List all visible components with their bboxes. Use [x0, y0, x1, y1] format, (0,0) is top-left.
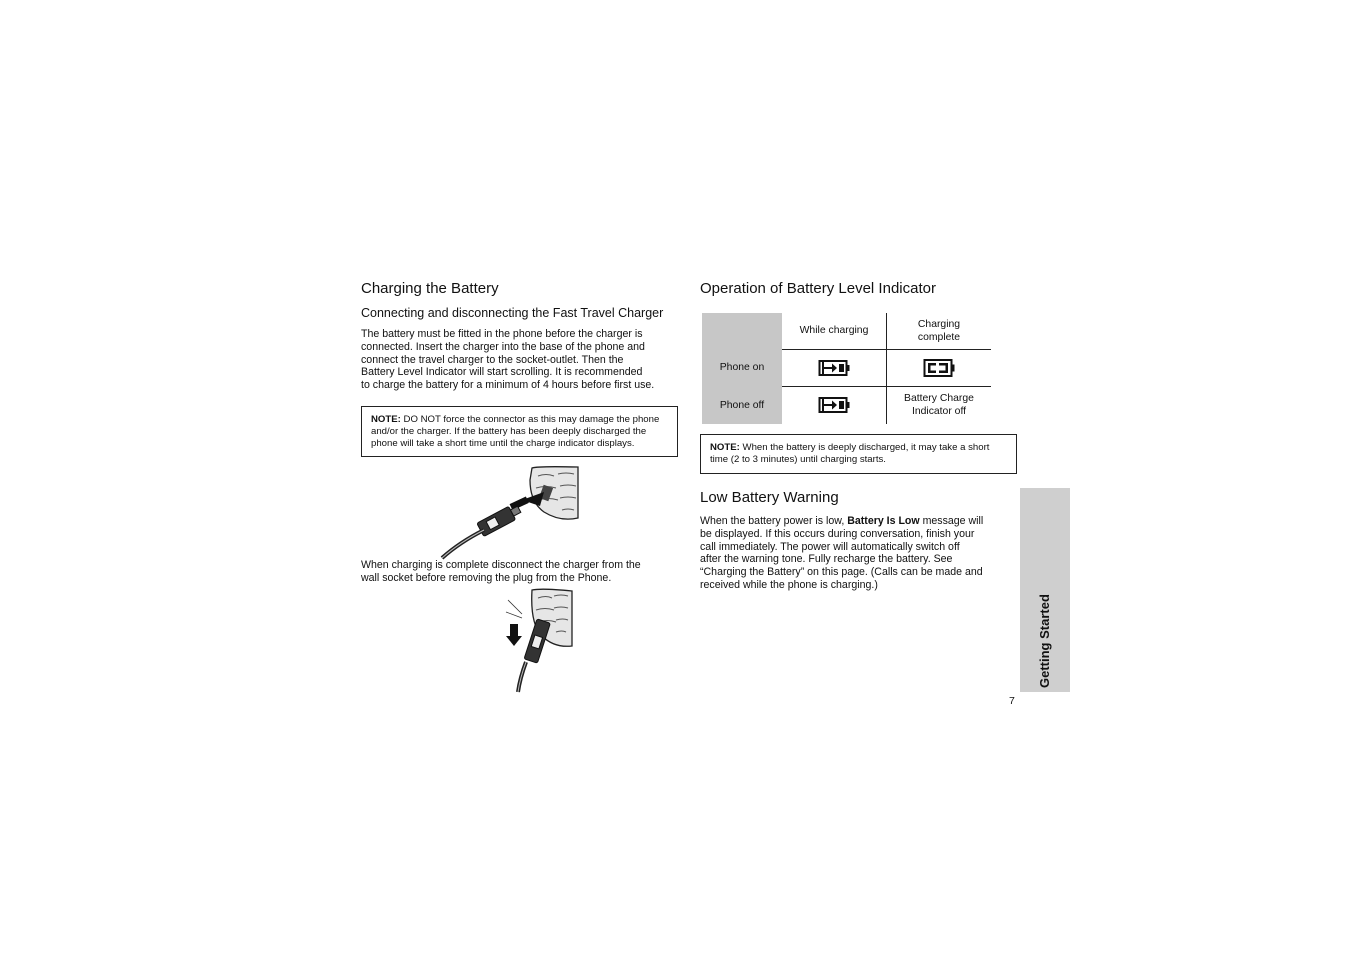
note-label: NOTE:	[371, 414, 401, 425]
cell-phone-on-charging	[782, 349, 887, 386]
battery-full-icon	[923, 358, 955, 378]
cell-line: Battery Charge	[904, 393, 974, 405]
note-text: phone will take a short time until the charge indicator displays.	[371, 438, 635, 449]
charging-instructions-paragraph	[361, 328, 671, 392]
column-header-charging-complete	[887, 313, 992, 349]
battery-charging-icon	[818, 396, 850, 414]
cell-phone-on-complete	[887, 349, 992, 386]
paragraph-line: Battery Level Indicator will start scrolling. It is recommended	[361, 366, 643, 379]
note-box-connector	[361, 406, 678, 457]
illustration-connect-charger	[440, 466, 582, 560]
paragraph-text: When the battery power is low,	[700, 515, 848, 527]
low-battery-paragraph	[700, 515, 1005, 592]
paragraph-line: wall socket before removing the plug from the Phone.	[361, 571, 612, 584]
cell-phone-off-complete	[887, 386, 992, 424]
paragraph-line: connect the travel charger to the socket-outlet. Then the	[361, 353, 624, 366]
row-label-phone-on: Phone on	[702, 349, 782, 386]
paragraph-line	[700, 515, 1005, 528]
battery-charging-icon	[818, 359, 850, 377]
paragraph-line: When charging is complete disconnect the charger from the	[361, 559, 641, 571]
section-title-battery-indicator: Operation of Battery Level Indicator	[700, 280, 936, 297]
page-number: 7	[1009, 695, 1015, 707]
note-text: DO NOT force the connector as this may damage the phone	[400, 414, 660, 425]
note-text: When the battery is deeply discharged, it may take a short	[739, 442, 990, 453]
illustration-disconnect-charger	[502, 588, 574, 694]
header-line: complete	[917, 331, 961, 343]
paragraph-line: call immediately. The power will automatically switch off	[700, 540, 960, 553]
paragraph-line: received while the phone is charging.)	[700, 578, 878, 591]
paragraph-line: “Charging the Battery” on this page. (Calls can be made and	[700, 566, 983, 579]
paragraph-text: message will	[919, 515, 984, 527]
note-box-deep-discharge	[700, 434, 1017, 474]
note-text: time (2 to 3 minutes) until charging starts.	[710, 454, 886, 465]
side-tab-label: Getting Started	[1037, 594, 1052, 688]
paragraph-line: connected. Insert the charger into the base of the phone and	[361, 340, 645, 353]
disconnect-instructions-paragraph	[361, 559, 671, 585]
header-line: Charging	[917, 318, 961, 330]
battery-indicator-table	[702, 313, 991, 424]
subsection-title-fast-charger: Connecting and disconnecting the Fast Travel Charger	[361, 306, 664, 320]
note-text: and/or the charger. If the battery has been deeply discharged the	[371, 426, 647, 437]
note-label: NOTE:	[710, 442, 740, 453]
paragraph-line: to charge the battery for a minimum of 4 hours before first use.	[361, 379, 655, 392]
cell-phone-off-charging	[782, 386, 887, 424]
table-corner-cell	[702, 313, 782, 349]
side-tab-getting-started	[1020, 488, 1070, 692]
column-header-while-charging: While charging	[782, 313, 887, 349]
paragraph-line: after the warning tone. Fully recharge the battery. See	[700, 553, 953, 566]
battery-is-low-message: Battery Is Low	[847, 515, 920, 527]
paragraph-line: The battery must be fitted in the phone before the charger is	[361, 328, 643, 340]
section-title-charging: Charging the Battery	[361, 280, 499, 297]
paragraph-line: be displayed. If this occurs during conversation, finish your	[700, 527, 975, 540]
section-title-low-battery: Low Battery Warning	[700, 489, 839, 506]
cell-line: Indicator off	[911, 406, 967, 418]
row-label-phone-off: Phone off	[702, 386, 782, 424]
